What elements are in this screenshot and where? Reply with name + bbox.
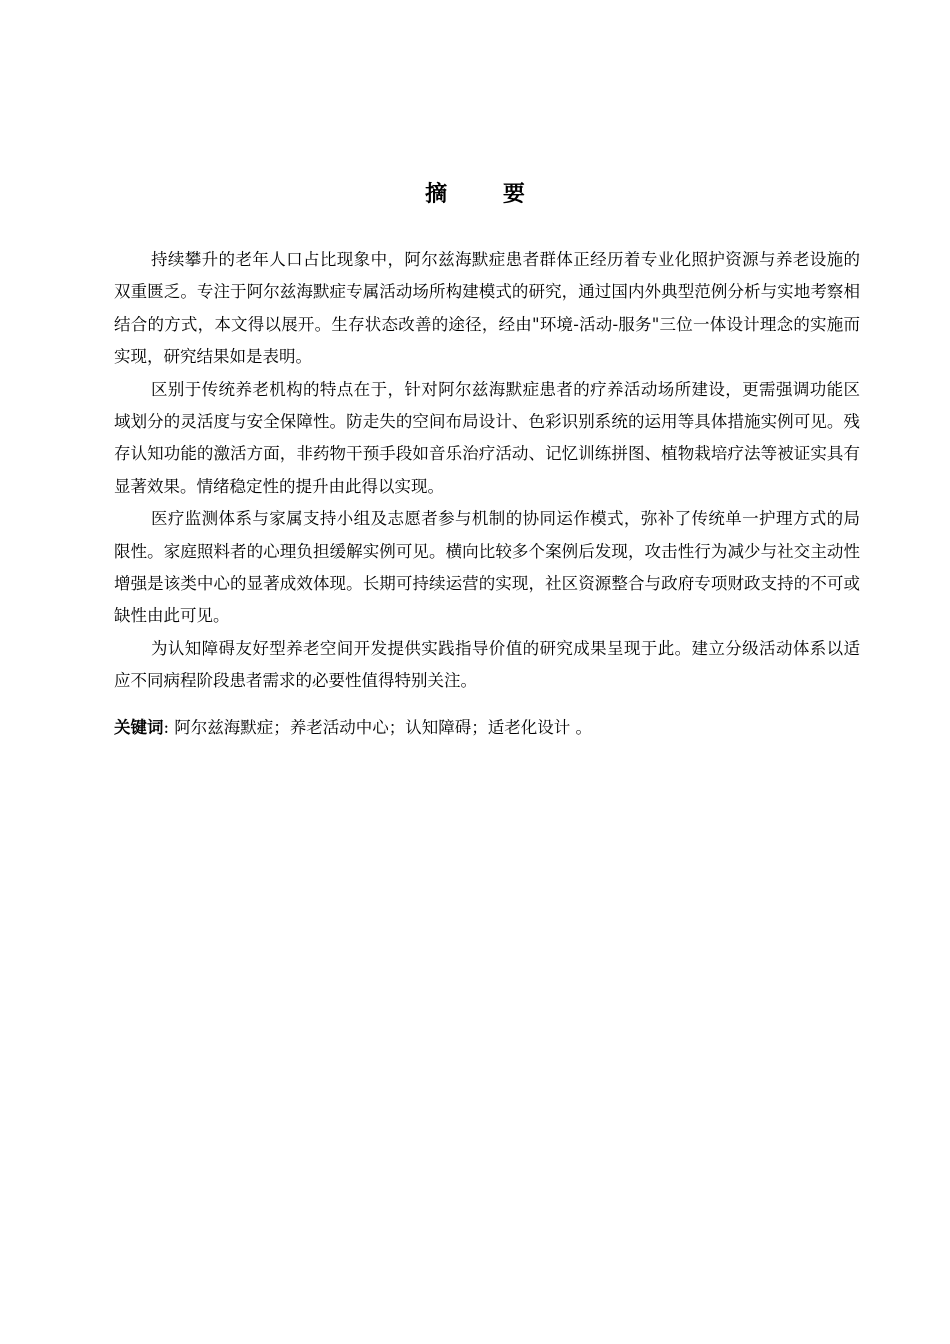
keywords-line <box>114 712 860 744</box>
abstract-paragraph-4: 为认知障碍友好型养老空间开发提供实践指导价值的研究成果呈现于此。建立分级活动体系以适应不同病程阶段患者需求的必要性值得特别关注。 <box>114 638 860 691</box>
keywords-text: 阿尔兹海默症；养老活动中心；认知障碍；适老化设计 。 <box>169 718 593 737</box>
abstract-paragraph-1: 持续攀升的老年人口占比现象中，阿尔兹海默症患者群体正经历着专业化照护资源与养老设施的双重匮乏。专注于阿尔兹海默症专属活动场所构建模式的研究，通过国内外典型范例分析与实地考察相结合的方式，本文得以展开。生存状态改善的途径，经由"环境-活动-服务"三位一体设计理念的实施而实现，研究结果如是表明。 <box>114 250 860 367</box>
keywords-separator: : <box>163 718 170 737</box>
abstract-body <box>114 244 860 698</box>
keywords-label: 关键词 <box>114 718 164 737</box>
abstract-paragraph-3: 医疗监测体系与家属支持小组及志愿者参与机制的协同运作模式，弥补了传统单一护理方式的局限性。家庭照料者的心理负担缓解实例可见。横向比较多个案例后发现，攻击性行为减少与社交主动性增强是该类中心的显著成效体现。长期可持续运营的实现，社区资源整合与政府专项财政支持的不可或缺性由此可见。 <box>114 509 860 626</box>
abstract-title: 摘 要 <box>425 182 549 207</box>
abstract-paragraph-2: 区别于传统养老机构的特点在于，针对阿尔兹海默症患者的疗养活动场所建设，更需强调功能区域划分的灵活度与安全保障性。防走失的空间布局设计、色彩识别系统的运用等具体措施实例可见。残存认知功能的激活方面，非药物干预手段如音乐治疗活动、记忆训练拼图、植物栽培疗法等被证实具有显著效果。情绪稳定性的提升由此得以实现。 <box>114 379 860 496</box>
